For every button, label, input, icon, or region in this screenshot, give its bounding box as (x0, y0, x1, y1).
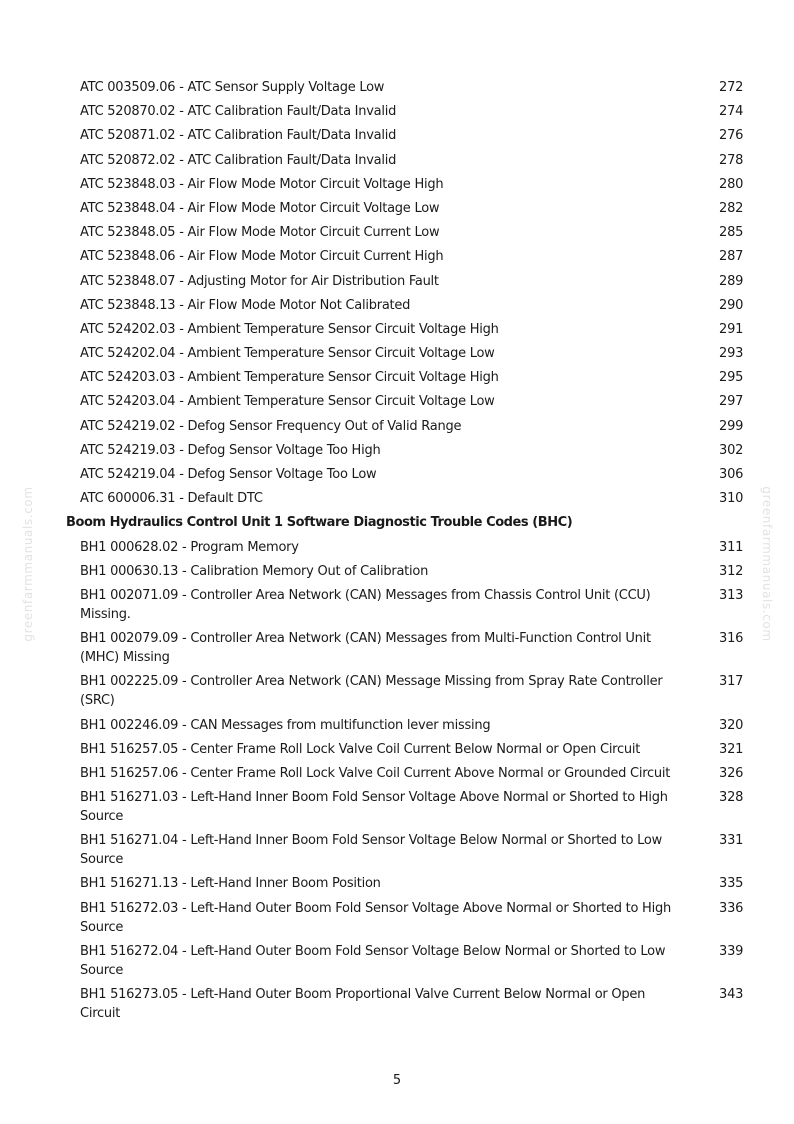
toc-entry[interactable] (0, 320, 794, 339)
watermark-left: greenfarmmanuals.com (21, 486, 35, 642)
toc-entry[interactable] (0, 586, 794, 624)
toc-entry-page: 287 (719, 249, 744, 265)
toc-entry[interactable] (0, 465, 794, 484)
toc-entry-page: 278 (719, 152, 744, 168)
atc-entries (0, 78, 794, 508)
toc-entry-page: 290 (719, 297, 744, 313)
toc-entry[interactable] (0, 199, 794, 218)
toc-entry-page: 293 (719, 346, 744, 362)
toc-entry[interactable] (0, 344, 794, 363)
toc-entry-title: ATC 523848.04 - Air Flow Mode Motor Circuit Voltage Low (80, 200, 440, 216)
toc-entry[interactable] (0, 247, 794, 266)
toc-entry-page: 335 (719, 876, 744, 892)
toc-entry-page: 336 (719, 900, 744, 916)
toc-entry-page: 312 (719, 563, 744, 579)
toc-entry-title: ATC 524219.03 - Defog Sensor Voltage Too High (80, 442, 381, 458)
toc-entry-title: ATC 524219.02 - Defog Sensor Frequency Out of Valid Range (80, 418, 462, 434)
toc-entry[interactable] (0, 764, 794, 783)
toc-entry-page: 313 (719, 587, 744, 603)
toc-entry-page: 289 (719, 273, 744, 289)
toc-entry[interactable] (0, 538, 794, 557)
toc-entry[interactable] (0, 417, 794, 436)
toc-entry-title: ATC 524219.04 - Defog Sensor Voltage Too Low (80, 467, 377, 482)
toc-entry-page: 331 (719, 833, 744, 849)
toc-entry-title: BH1 516271.04 - Left-Hand Inner Boom Fold Sensor Voltage Below Normal or Shorted to Low Source (80, 833, 662, 868)
toc-entry-page: 276 (719, 128, 744, 144)
toc-entry-page: 310 (719, 491, 744, 507)
toc-entry[interactable] (0, 562, 794, 581)
toc-entry-page: 328 (719, 790, 744, 806)
toc-entry-page: 295 (719, 370, 744, 386)
toc-entry-page: 272 (719, 80, 744, 95)
toc-entry[interactable] (0, 489, 794, 508)
toc-entry-title: ATC 003509.06 - ATC Sensor Supply Voltage Low (80, 80, 385, 95)
toc-entry[interactable] (0, 985, 794, 1023)
toc-entry-title: ATC 523848.07 - Adjusting Motor for Air Distribution Fault (80, 273, 439, 289)
toc-entry[interactable] (0, 223, 794, 242)
toc-entry[interactable] (0, 392, 794, 411)
toc-entry-title: BH1 516273.05 - Left-Hand Outer Boom Proportional Valve Current Below Normal or Open Circuit (80, 987, 646, 1021)
toc-entry-title: BH1 002225.09 - Controller Area Network (CAN) Message Missing from Spray Rate Controller (SRC) (80, 674, 663, 709)
section-heading[interactable]: Boom Hydraulics Control Unit 1 Software Diagnostic Trouble Codes (BHC) (66, 515, 573, 531)
toc-entry[interactable] (0, 272, 794, 291)
toc-entry[interactable] (0, 831, 794, 869)
toc-entry-page: 285 (719, 225, 744, 241)
toc-entry-page: 306 (719, 467, 744, 482)
toc-entry-page: 326 (719, 765, 744, 781)
toc-entry-title: BH1 516271.13 - Left-Hand Inner Boom Position (80, 876, 381, 892)
watermark-right: greenfarmmanuals.com (760, 486, 774, 642)
toc-entry-title: ATC 523848.03 - Air Flow Mode Motor Circuit Voltage High (80, 176, 444, 192)
toc-entry-page: 274 (719, 104, 744, 120)
toc-entry[interactable] (0, 629, 794, 667)
toc-entry-page: 299 (719, 418, 744, 434)
toc-entry[interactable] (0, 102, 794, 121)
toc-entry-title: BH1 002079.09 - Controller Area Network (CAN) Messages from Multi-Function Control Unit (MHC) Missing (80, 631, 651, 666)
toc-entry-title: ATC 520871.02 - ATC Calibration Fault/Data Invalid (80, 128, 397, 144)
toc-entry-title: BH1 516257.05 - Center Frame Roll Lock Valve Coil Current Below Normal or Open Circuit (80, 741, 641, 757)
toc-entry-title: ATC 524202.03 - Ambient Temperature Sensor Circuit Voltage High (80, 321, 499, 337)
toc-entry-title: BH1 000630.13 - Calibration Memory Out of Calibration (80, 563, 429, 579)
toc-entry-title: ATC 524203.04 - Ambient Temperature Sensor Circuit Voltage Low (80, 394, 495, 410)
toc-entry-title: ATC 523848.13 - Air Flow Mode Motor Not Calibrated (80, 297, 411, 313)
page-number: 5 (392, 1073, 402, 1088)
toc-entry-title: ATC 520872.02 - ATC Calibration Fault/Data Invalid (80, 152, 397, 168)
toc-entry-title: ATC 523848.06 - Air Flow Mode Motor Circuit Current High (80, 249, 444, 265)
toc-entry[interactable] (0, 368, 794, 387)
toc-entry-page: 280 (719, 176, 744, 192)
toc-entry-title: BH1 516257.06 - Center Frame Roll Lock Valve Coil Current Above Normal or Grounded Circuit (80, 765, 671, 781)
toc-entry-title: ATC 520870.02 - ATC Calibration Fault/Data Invalid (80, 104, 397, 120)
toc-entry-title: BH1 000628.02 - Program Memory (80, 539, 299, 555)
toc-entry-title: BH1 002246.09 - CAN Messages from multifunction lever missing (80, 717, 491, 733)
toc-entry[interactable] (0, 175, 794, 194)
toc-entry[interactable] (0, 716, 794, 735)
toc-entry[interactable] (0, 942, 794, 980)
toc-entry[interactable] (0, 899, 794, 937)
toc-entry[interactable] (0, 126, 794, 145)
toc-entry-title: BH1 516272.03 - Left-Hand Outer Boom Fold Sensor Voltage Above Normal or Shorted to High Source (80, 900, 671, 935)
toc-entry-title: ATC 600006.31 - Default DTC (80, 491, 263, 507)
toc-entry-title: ATC 524203.03 - Ambient Temperature Sensor Circuit Voltage High (80, 370, 499, 386)
table-of-contents (0, 78, 794, 1028)
toc-entry[interactable] (0, 874, 794, 893)
toc-entry-page: 311 (719, 539, 744, 555)
toc-entry[interactable] (0, 672, 794, 710)
toc-entry-page: 282 (719, 200, 744, 216)
toc-entry[interactable] (0, 740, 794, 759)
toc-entry-page: 317 (719, 674, 744, 690)
toc-entry[interactable] (0, 296, 794, 315)
toc-entry-title: ATC 523848.05 - Air Flow Mode Motor Circuit Current Low (80, 225, 440, 241)
toc-entry-title: ATC 524202.04 - Ambient Temperature Sensor Circuit Voltage Low (80, 346, 495, 362)
toc-entry[interactable] (0, 788, 794, 826)
toc-entry-page: 316 (719, 631, 744, 647)
toc-entry-title: BH1 516271.03 - Left-Hand Inner Boom Fold Sensor Voltage Above Normal or Shorted to High Source (80, 790, 668, 825)
toc-entry-page: 302 (719, 442, 744, 458)
toc-entry-page: 297 (719, 394, 744, 410)
toc-entry[interactable] (0, 151, 794, 170)
toc-entry-page: 291 (719, 321, 744, 337)
bh1-entries (0, 538, 794, 1023)
toc-entry-page: 339 (719, 943, 744, 959)
toc-entry-title: BH1 002071.09 - Controller Area Network (CAN) Messages from Chassis Control Unit (CCU) Missing. (80, 587, 651, 622)
toc-entry-page: 321 (719, 741, 744, 757)
toc-entry-title: BH1 516272.04 - Left-Hand Outer Boom Fold Sensor Voltage Below Normal or Shorted to Low Source (80, 943, 666, 978)
toc-entry[interactable] (0, 78, 794, 97)
toc-entry-page: 320 (719, 717, 744, 733)
toc-entry[interactable] (0, 441, 794, 460)
toc-entry-page: 343 (719, 987, 744, 1002)
